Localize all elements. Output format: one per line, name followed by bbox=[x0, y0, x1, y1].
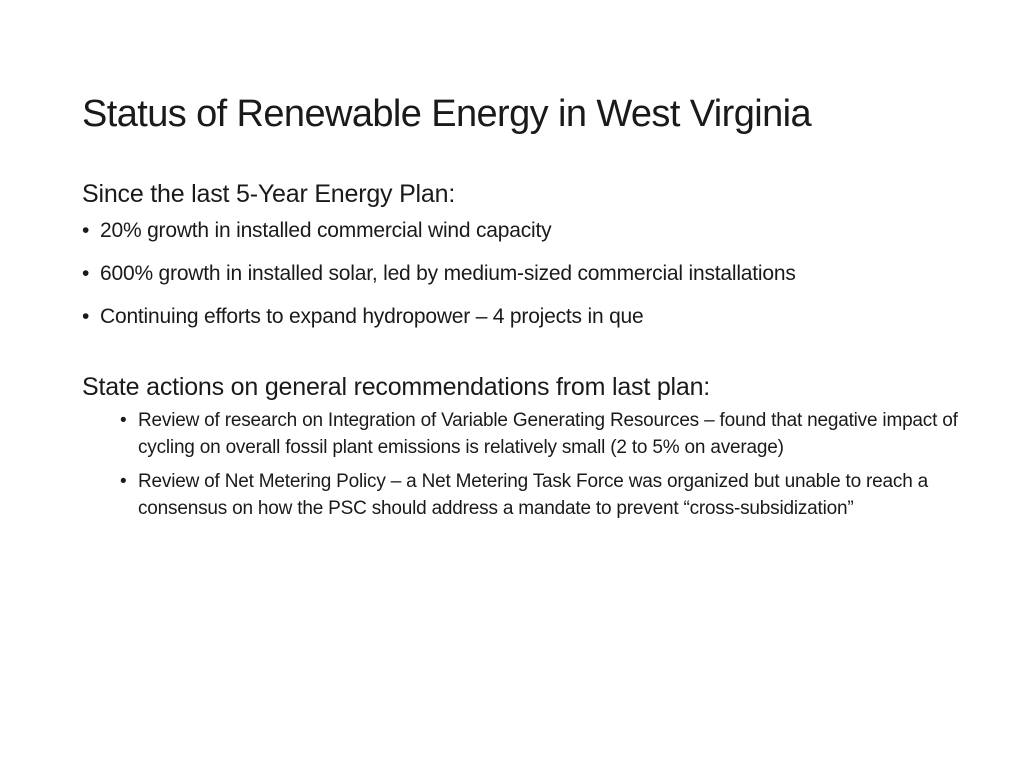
bullet-text: 600% growth in installed solar, led by medium-sized commercial installations bbox=[100, 262, 796, 285]
sub-bullet-list bbox=[120, 407, 962, 522]
section-heading: Since the last 5-Year Energy Plan: bbox=[82, 180, 456, 208]
slide-title: Status of Renewable Energy in West Virginia bbox=[82, 93, 811, 135]
bullet-icon: • bbox=[82, 305, 90, 328]
sub-bullet-item bbox=[120, 468, 962, 522]
slide-body bbox=[82, 174, 962, 529]
bullet-item bbox=[82, 259, 962, 288]
section-state-actions bbox=[82, 367, 962, 522]
sub-bullet-item bbox=[120, 407, 962, 461]
bullet-icon: • bbox=[82, 219, 90, 242]
bullet-icon: • bbox=[82, 262, 90, 285]
bullet-item bbox=[82, 302, 962, 331]
bullet-icon: • bbox=[120, 410, 127, 431]
section-energy-plan bbox=[82, 174, 962, 331]
bullet-text: Continuing efforts to expand hydropower – 4 projects in que bbox=[100, 305, 644, 328]
bullet-item bbox=[82, 216, 962, 245]
sub-bullet-text: Review of Net Metering Policy – a Net Metering Task Force was organized but unable to reach a consensus on how the PSC should address a mandate to prevent “cross-subsidization” bbox=[138, 471, 929, 519]
bullet-list bbox=[82, 216, 962, 331]
section-heading: State actions on general recommendations from last plan: bbox=[82, 373, 711, 401]
bullet-icon: • bbox=[120, 471, 127, 492]
bullet-text: 20% growth in installed commercial wind capacity bbox=[100, 219, 552, 242]
sub-bullet-text: Review of research on Integration of Variable Generating Resources – found that negative impact of cycling on overall fossil plant emissions is relatively small (2 to 5% on average) bbox=[138, 410, 958, 458]
